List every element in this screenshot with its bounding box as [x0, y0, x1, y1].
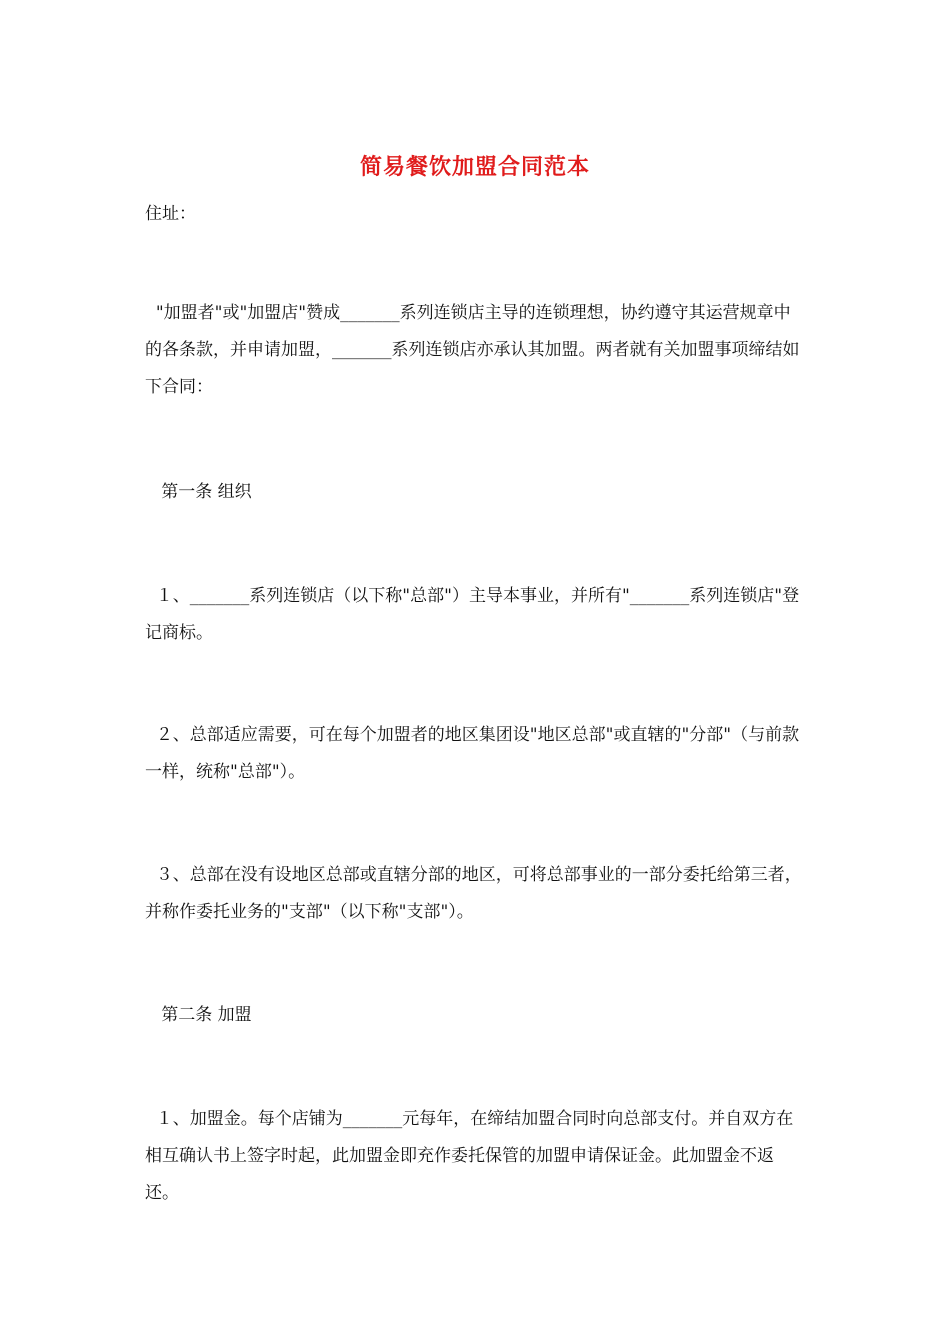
intro-paragraph: "加盟者"或"加盟店"赞成_______系列连锁店主导的连锁理想，协约遵守其运营规章中的各条款，并申请加盟，_______系列连锁店亦承认其加盟。两者就有关加盟事项缔结如下合同：	[145, 303, 800, 397]
document-title: 简易餐饮加盟合同范本	[359, 154, 590, 180]
article-2-heading: 第二条 加盟	[145, 1005, 252, 1025]
article-2-clause-1: １、加盟金。每个店铺为_______元每年，在缔结加盟合同时向总部支付。并自双方在相互确认书上签字时起，此加盟金即充作委托保管的加盟申请保证金。此加盟金不返还。	[145, 1109, 794, 1203]
article-1-clause-2: ２、总部适应需要，可在每个加盟者的地区集团设"地区总部"或直辖的"分部"（与前款一样，统称"总部"）。	[145, 725, 800, 782]
article-1-clause-1: １、_______系列连锁店（以下称"总部"）主导本事业，并所有"_______系列连锁店"登记商标。	[145, 586, 800, 643]
address-line: 住址：	[145, 204, 196, 224]
article-1-heading: 第一条 组织	[145, 482, 252, 502]
article-1-clause-3: ３、总部在没有设地区总部或直辖分部的地区，可将总部事业的一部分委托给第三者，并称作委托业务的"支部"（以下称"支部"）。	[145, 865, 802, 922]
